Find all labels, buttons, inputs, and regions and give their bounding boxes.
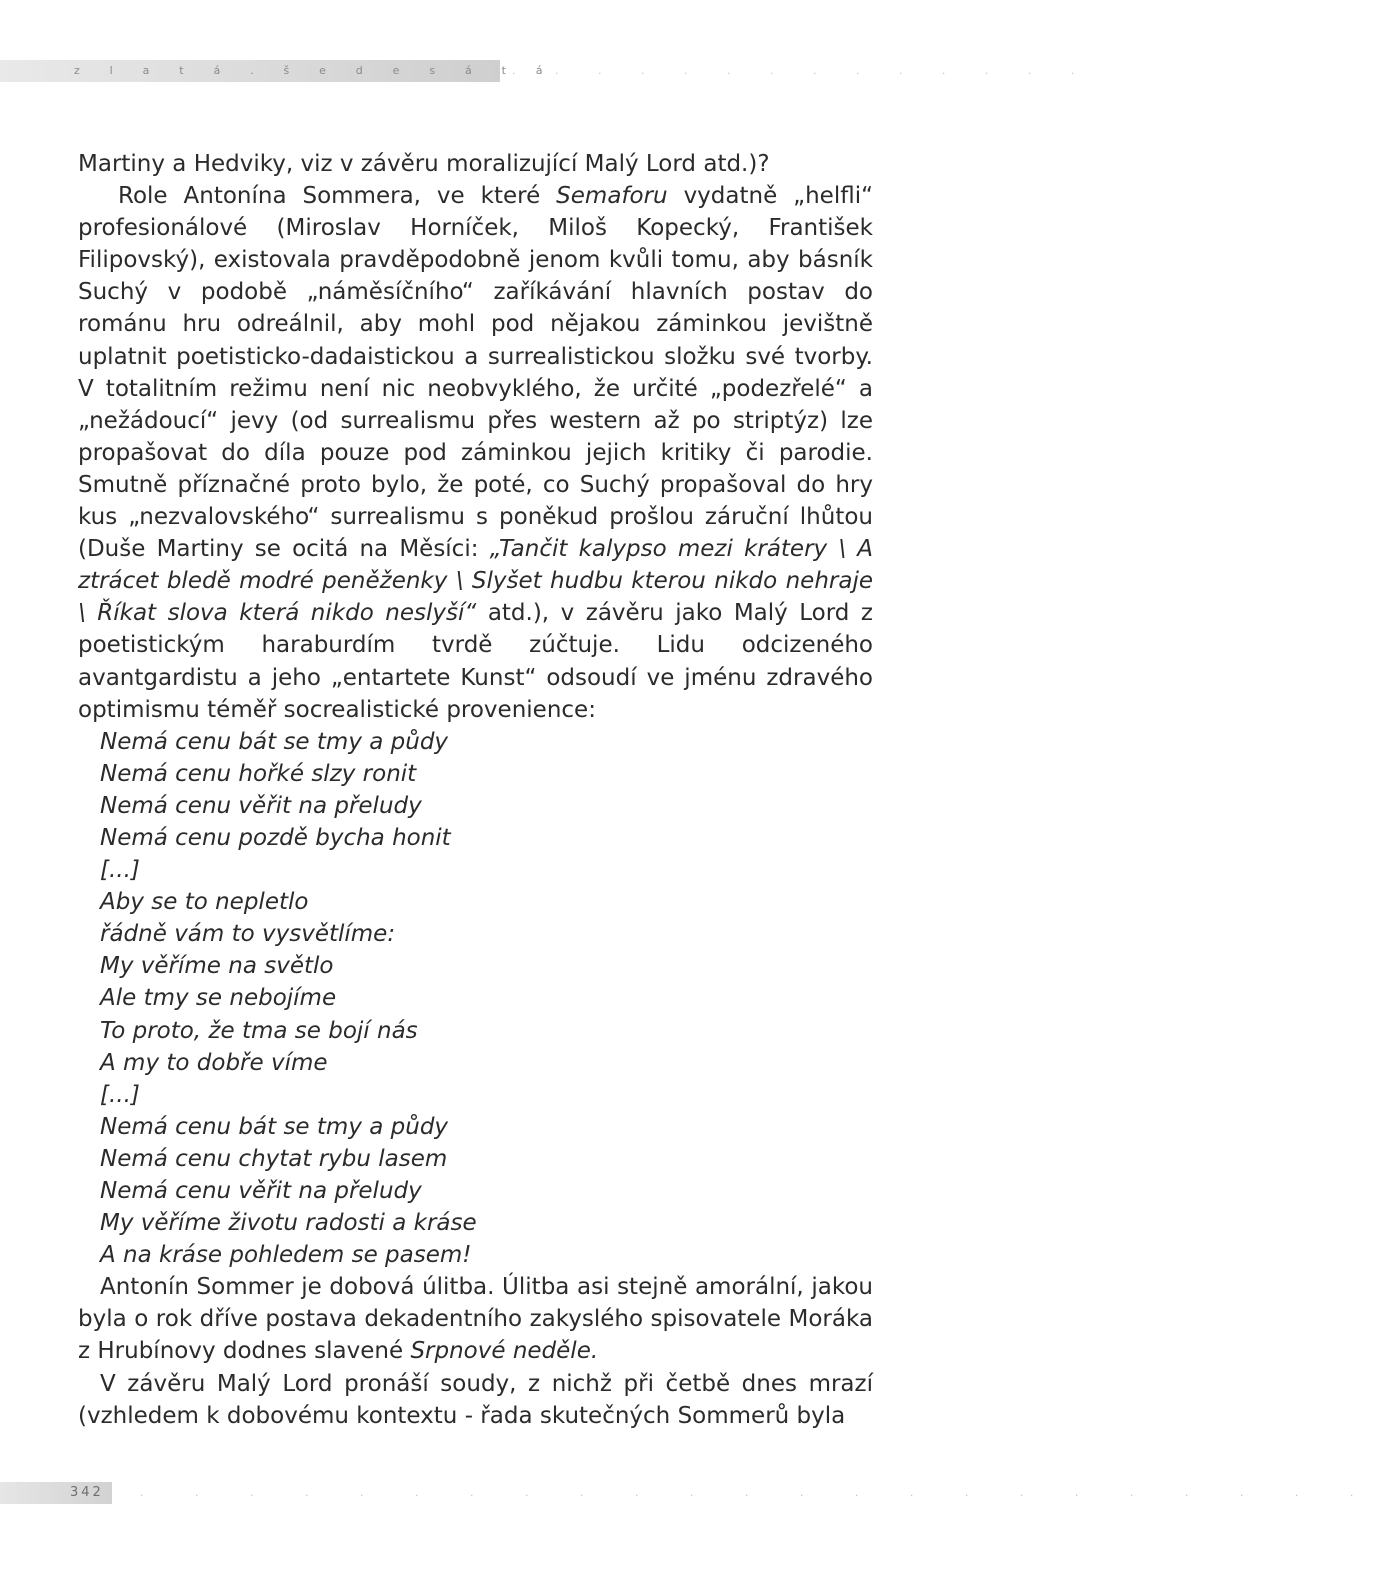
verse-line: A na kráse pohledem se pasem! [100, 1242, 472, 1269]
page-number: 342 [70, 1485, 104, 1500]
page-body [78, 148, 873, 1432]
verse-line: [...] [100, 857, 140, 884]
running-header-title: z l a t á . š e d e s á t á [74, 64, 556, 77]
paragraph-4 [78, 1368, 873, 1432]
footer-dots: . . . . . . . . . . . . . . . . . . . . . . . [140, 1486, 1377, 1499]
verse-line: Nemá cenu bát se tmy a půdy [100, 1113, 449, 1140]
paragraph-2-text-b: vydatně „helfli“ profesionálové (Miroslav Horníček, Miloš Kopecký, František Filipovský), existovala pravděpodobně jenom kvůli tomu, aby básník Suchý v podobě „náměsíčního“ zaříkávání hlavních postav do románu hru odreálnil, aby mohl pod nějakou záminkou jevištně uplatnit poetisticko-dadaistickou a surrealistickou složku své tvorby. V totalitním režimu není nic neobvyklého, že určité „podezřelé“ a „nežádoucí“ jevy (od surrealismu přes western až po striptýz) lze propašovat do díla pouze pod záminkou jejich kritiky či parodie. Smutně příznačné proto bylo, že poté, co Suchý propašoval do hry kus „nezvalovského“ surrealismu s poněkud prošlou záruční lhůtou (Duše Martiny se ocitá na Měsíci: [78, 183, 873, 563]
verse-line: My věříme životu radosti a kráse [100, 1210, 477, 1237]
paragraph-4-text: V závěru Malý Lord pronáší soudy, z nichž při četbě dnes mrazí (vzhledem k dobovému kontextu - řada skutečných Sommerů byla [78, 1370, 873, 1429]
paragraph-2 [78, 180, 873, 726]
paragraph-2-text-a: Role Antonína Sommera, ve které [118, 183, 557, 210]
verse-line: Aby se to nepletlo [100, 889, 309, 916]
song-verse [78, 726, 873, 1272]
paragraph-2-title-semaforu: Semaforu [556, 183, 668, 210]
paragraph-2-quote: „Tančit kalypso mezi krátery \ A ztrácet bledě modré peněženky \ Slyšet hudbu kterou nikdo nehraje \ Říkat slova která nikdo neslyší“ [78, 536, 873, 627]
verse-line: To proto, že tma se bojí nás [100, 1017, 418, 1044]
paragraph-3 [78, 1271, 873, 1367]
verse-line: Nemá cenu chytat rybu lasem [100, 1145, 448, 1172]
running-header-dots: . . . . . . . . . . . . . . [512, 64, 1093, 77]
verse-line: Ale tmy se nebojíme [100, 985, 337, 1012]
verse-line: Nemá cenu hořké slzy ronit [100, 760, 417, 787]
verse-line: Nemá cenu věřit na přeludy [100, 1178, 422, 1204]
verse-line: [...] [100, 1081, 140, 1108]
verse-line: řádně vám to vysvětlíme: [100, 921, 396, 948]
verse-line: My věříme na světlo [100, 953, 334, 980]
paragraph-2-text-c: atd.), v závěru jako Malý Lord z poetistickým haraburdím tvrdě zúčtuje. Lidu odcizeného avantgardistu a jeho „entartete Kunst“ odsoudí ve jménu zdravého optimismu téměř socrealistické provenience: [78, 600, 873, 723]
paragraph-3-title-srpnove-nedele: Srpnové neděle. [410, 1338, 599, 1365]
verse-line: A my to dobře víme [100, 1049, 328, 1076]
verse-line: Nemá cenu bát se tmy a půdy [100, 728, 449, 755]
paragraph-1 [78, 148, 873, 180]
paragraph-1-text: Martiny a Hedviky, viz v závěru moralizující Malý Lord atd.)? [78, 151, 770, 177]
verse-line: Nemá cenu pozdě bycha honit [100, 824, 451, 851]
verse-line: Nemá cenu věřit na přeludy [100, 792, 422, 819]
paragraph-3-text: Antonín Sommer je dobová úlitba. Úlitba asi stejně amorální, jakou byla o rok dříve postava dekadentního zakyslého spisovatele Moráka z Hrubínovy dodnes slavené [78, 1274, 873, 1365]
